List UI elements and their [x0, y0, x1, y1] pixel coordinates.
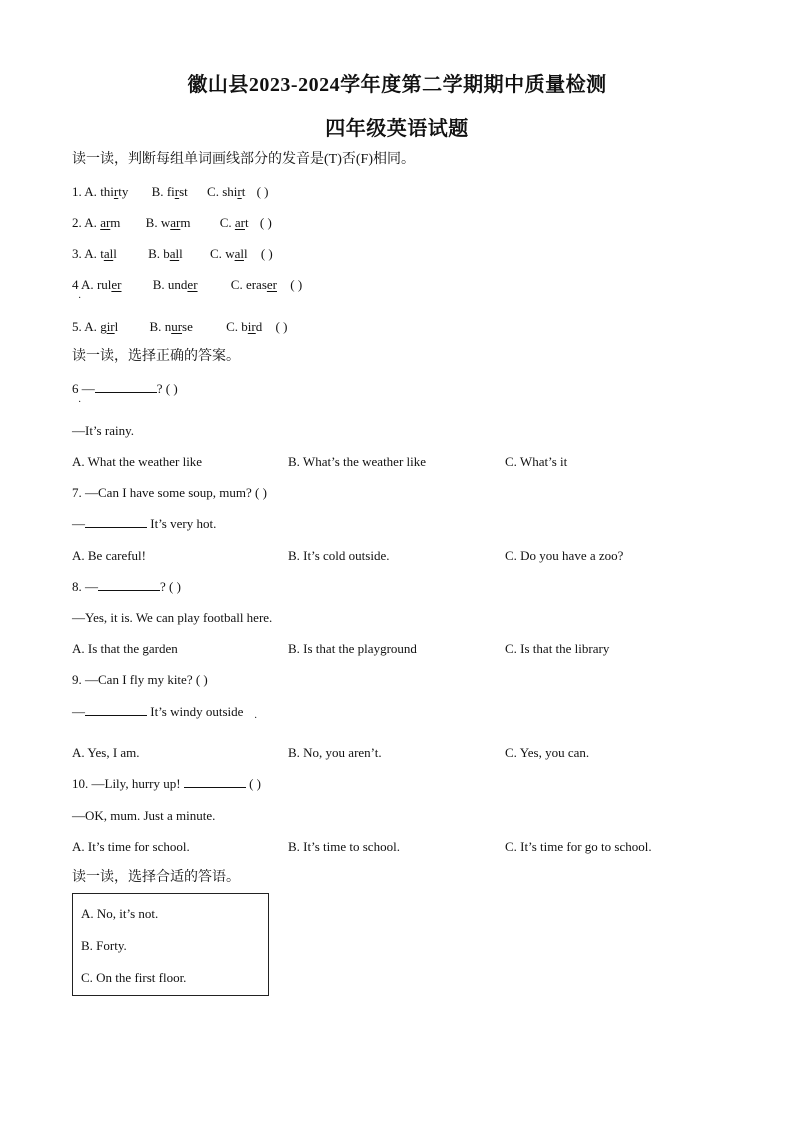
q10-option-a[interactable]: A. It’s time for school.	[72, 839, 190, 854]
box-option-b: B. Forty.	[81, 938, 127, 953]
answer-blank[interactable]	[85, 515, 147, 528]
section2-instruction: 读一读，选择正确的答案。	[72, 349, 240, 364]
q9-option-b[interactable]: B. No, you aren’t.	[288, 745, 382, 760]
underlined-part: ar	[170, 215, 181, 230]
phonics-item-5: 5. A. girl B. nurse C. bird ( )	[72, 319, 288, 334]
underlined-part: r	[113, 184, 119, 199]
q10-option-c[interactable]: C. It’s time for go to school.	[505, 839, 652, 854]
underlined-part: ar	[234, 215, 245, 230]
q7-option-c[interactable]: C. Do you have a zoo?	[505, 548, 624, 563]
q10-option-b[interactable]: B. It’s time to school.	[288, 839, 400, 854]
underlined-part: er	[266, 277, 277, 292]
answer-paren[interactable]: ( )	[290, 277, 303, 292]
underlined-part: ur	[171, 319, 183, 334]
stray-dot: ·	[254, 713, 258, 724]
question-9-reply: — It’s windy outside	[72, 704, 244, 719]
underlined-part: ir	[247, 319, 256, 334]
section1-instruction: 读一读，判断每组单词画线部分的发音是(T)否(F)相同。	[72, 152, 415, 167]
stray-dot: ·	[78, 293, 82, 304]
answer-blank[interactable]	[184, 775, 246, 788]
phonics-item-2: 2. A. arm B. warm C. art ( )	[72, 215, 272, 230]
answer-choices-box	[72, 893, 269, 996]
phonics-item-4: 4 A. ruler B. under C. eraser ( )	[72, 277, 303, 292]
q8-option-b[interactable]: B. Is that the playground	[288, 641, 417, 656]
answer-blank[interactable]	[98, 578, 160, 591]
question-6: 6 — ? ( )	[72, 381, 178, 396]
underlined-part: r	[174, 184, 180, 199]
question-8-reply: —Yes, it is. We can play football here.	[72, 610, 273, 625]
q6-option-c[interactable]: C. What’s it	[505, 454, 568, 469]
underlined-part: al	[234, 246, 244, 261]
question-10-reply: —OK, mum. Just a minute.	[72, 808, 216, 823]
question-6-reply: —It’s rainy.	[72, 423, 134, 438]
q8-option-c[interactable]: C. Is that the library	[505, 641, 610, 656]
underlined-part: er	[111, 277, 122, 292]
question-10: 10. —Lily, hurry up! ( )	[72, 776, 261, 791]
phonics-item-1: 1. A. thirty B. first C. shirt ( )	[72, 184, 269, 199]
answer-paren[interactable]: ( )	[256, 184, 269, 199]
answer-paren[interactable]: ( )	[260, 246, 273, 261]
page-title: 徽山县2023-2024学年度第二学期期中质量检测	[187, 74, 607, 96]
q7-option-a[interactable]: A. Be careful!	[72, 548, 146, 563]
answer-blank[interactable]	[95, 380, 157, 393]
answer-blank[interactable]	[85, 703, 147, 716]
q6-option-a[interactable]: A. What the weather like	[72, 454, 203, 469]
q6-option-b[interactable]: B. What’s the weather like	[288, 454, 427, 469]
underlined-part: r	[237, 184, 242, 199]
underlined-part: er	[187, 277, 198, 292]
underlined-part: ar	[100, 215, 111, 230]
q9-option-a[interactable]: A. Yes, I am.	[72, 745, 140, 760]
phonics-item-3: 3. A. tall B. ball C. wall ( )	[72, 246, 273, 261]
answer-paren[interactable]: ( )	[275, 319, 288, 334]
page-subtitle: 四年级英语试题	[325, 118, 469, 140]
stray-dot: ·	[78, 397, 82, 408]
section3-instruction: 读一读，选择合适的答语。	[72, 870, 240, 885]
box-option-c: C. On the first floor.	[81, 970, 187, 985]
box-option-a: A. No, it’s not.	[81, 906, 159, 921]
answer-paren[interactable]: ( )	[259, 215, 272, 230]
question-9: 9. —Can I fly my kite? ( )	[72, 672, 208, 687]
q7-option-b[interactable]: B. It’s cold outside.	[288, 548, 390, 563]
question-8: 8. — ? ( )	[72, 579, 181, 594]
question-7: 7. —Can I have some soup, mum? ( )	[72, 485, 267, 500]
underlined-part: al	[169, 246, 180, 261]
underlined-part: al	[103, 246, 114, 261]
underlined-part: ir	[106, 319, 115, 334]
question-7-reply: — It’s very hot.	[72, 516, 217, 531]
q8-option-a[interactable]: A. Is that the garden	[72, 641, 178, 656]
q9-option-c[interactable]: C. Yes, you can.	[505, 745, 590, 760]
